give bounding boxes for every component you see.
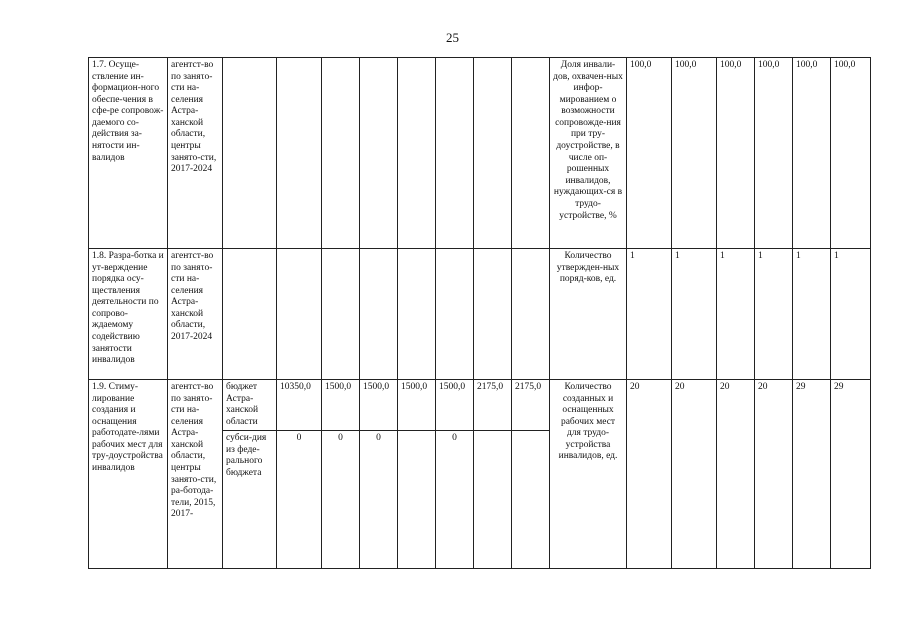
event-cell: 1.7. Осуще-ствление ин-формацион-ного обеспе-чения в сфе-ре сопровож-даемого со-действия за-нятости ин-валидов — [89, 58, 168, 249]
source-cell: субси-дия из феде-рального бюджета — [223, 431, 277, 569]
value-cell: 100,0 — [672, 58, 717, 249]
source-cell — [223, 249, 277, 380]
amount-cell: 2175,0 — [474, 380, 512, 431]
page-number: 25 — [446, 30, 459, 45]
table-row — [89, 249, 871, 380]
amount-cell — [322, 58, 360, 249]
amount-cell — [360, 249, 398, 380]
amount-cell — [398, 431, 436, 569]
amount-cell — [360, 58, 398, 249]
value-cell: 20 — [717, 380, 755, 569]
value-cell: 100,0 — [717, 58, 755, 249]
amount-cell: 1500,0 — [322, 380, 360, 431]
value-cell: 100,0 — [627, 58, 672, 249]
value-cell: 1 — [627, 249, 672, 380]
amount-cell — [512, 249, 550, 380]
amount-cell: 1500,0 — [360, 380, 398, 431]
amount-cell — [277, 58, 322, 249]
amount-cell — [474, 58, 512, 249]
value-cell: 20 — [627, 380, 672, 569]
amount-cell — [474, 249, 512, 380]
amount-cell: 0 — [277, 431, 322, 569]
table-row — [89, 380, 871, 431]
event-cell: 1.9. Стиму-лирование создания и оснащения работодате-лями рабочих мест для тру-доустройства инвалидов — [89, 380, 168, 569]
executor-cell: агентст-во по заняτо-сти на-селения Астра-ханской области, 2017-2024 — [168, 249, 223, 380]
amount-cell: 10350,0 — [277, 380, 322, 431]
value-cell: 20 — [672, 380, 717, 569]
value-cell: 29 — [793, 380, 831, 569]
source-cell — [223, 58, 277, 249]
amount-cell: 1500,0 — [436, 380, 474, 431]
value-cell: 1 — [793, 249, 831, 380]
amount-cell — [512, 58, 550, 249]
amount-cell: 0 — [322, 431, 360, 569]
value-cell: 20 — [755, 380, 793, 569]
value-cell: 100,0 — [831, 58, 871, 249]
value-cell: 1 — [672, 249, 717, 380]
indicator-cell: Количество созданных и оснащенных рабочих мест для трудо-устройства инвалидов, ед. — [550, 380, 627, 569]
amount-cell: 0 — [436, 431, 474, 569]
indicator-cell: Количество утвержден-ных поряд-ков, ед. — [550, 249, 627, 380]
value-cell: 29 — [831, 380, 871, 569]
executor-cell: агентст-во по заняτо-сти на-селения Астра-ханской области, центры занято-сти, ра-ботода-тели, 2015, 2017- — [168, 380, 223, 569]
amount-cell — [436, 58, 474, 249]
value-cell: 1 — [717, 249, 755, 380]
value-cell: 1 — [831, 249, 871, 380]
amount-cell — [512, 431, 550, 569]
amount-cell — [398, 249, 436, 380]
amount-cell: 0 — [360, 431, 398, 569]
source-cell: бюджет Астра-ханской области — [223, 380, 277, 431]
value-cell: 1 — [755, 249, 793, 380]
amount-cell: 2175,0 — [512, 380, 550, 431]
value-cell: 100,0 — [793, 58, 831, 249]
amount-cell — [436, 249, 474, 380]
amount-cell: 1500,0 — [398, 380, 436, 431]
indicator-cell: Доля инвали-дов, охвачен-ных инфор-мированием о возможности сопровожде-ния при тру-доустройстве, в числе оп-рошенных инвалидов, нуждающих-ся в трудо-устройстве, % — [550, 58, 627, 249]
value-cell: 100,0 — [755, 58, 793, 249]
amount-cell — [474, 431, 512, 569]
table-row — [89, 58, 871, 249]
program-table — [88, 57, 871, 569]
event-cell: 1.8. Разра-ботка и ут-верждение порядка осу-ществления деятельности по сопрово-ждаемому содействию занятости инвалидов — [89, 249, 168, 380]
executor-cell: агентст-во по заняτо-сти на-селения Астра-ханской области, центры занято-сти, 2017-2024 — [168, 58, 223, 249]
amount-cell — [398, 58, 436, 249]
amount-cell — [322, 249, 360, 380]
amount-cell — [277, 249, 322, 380]
